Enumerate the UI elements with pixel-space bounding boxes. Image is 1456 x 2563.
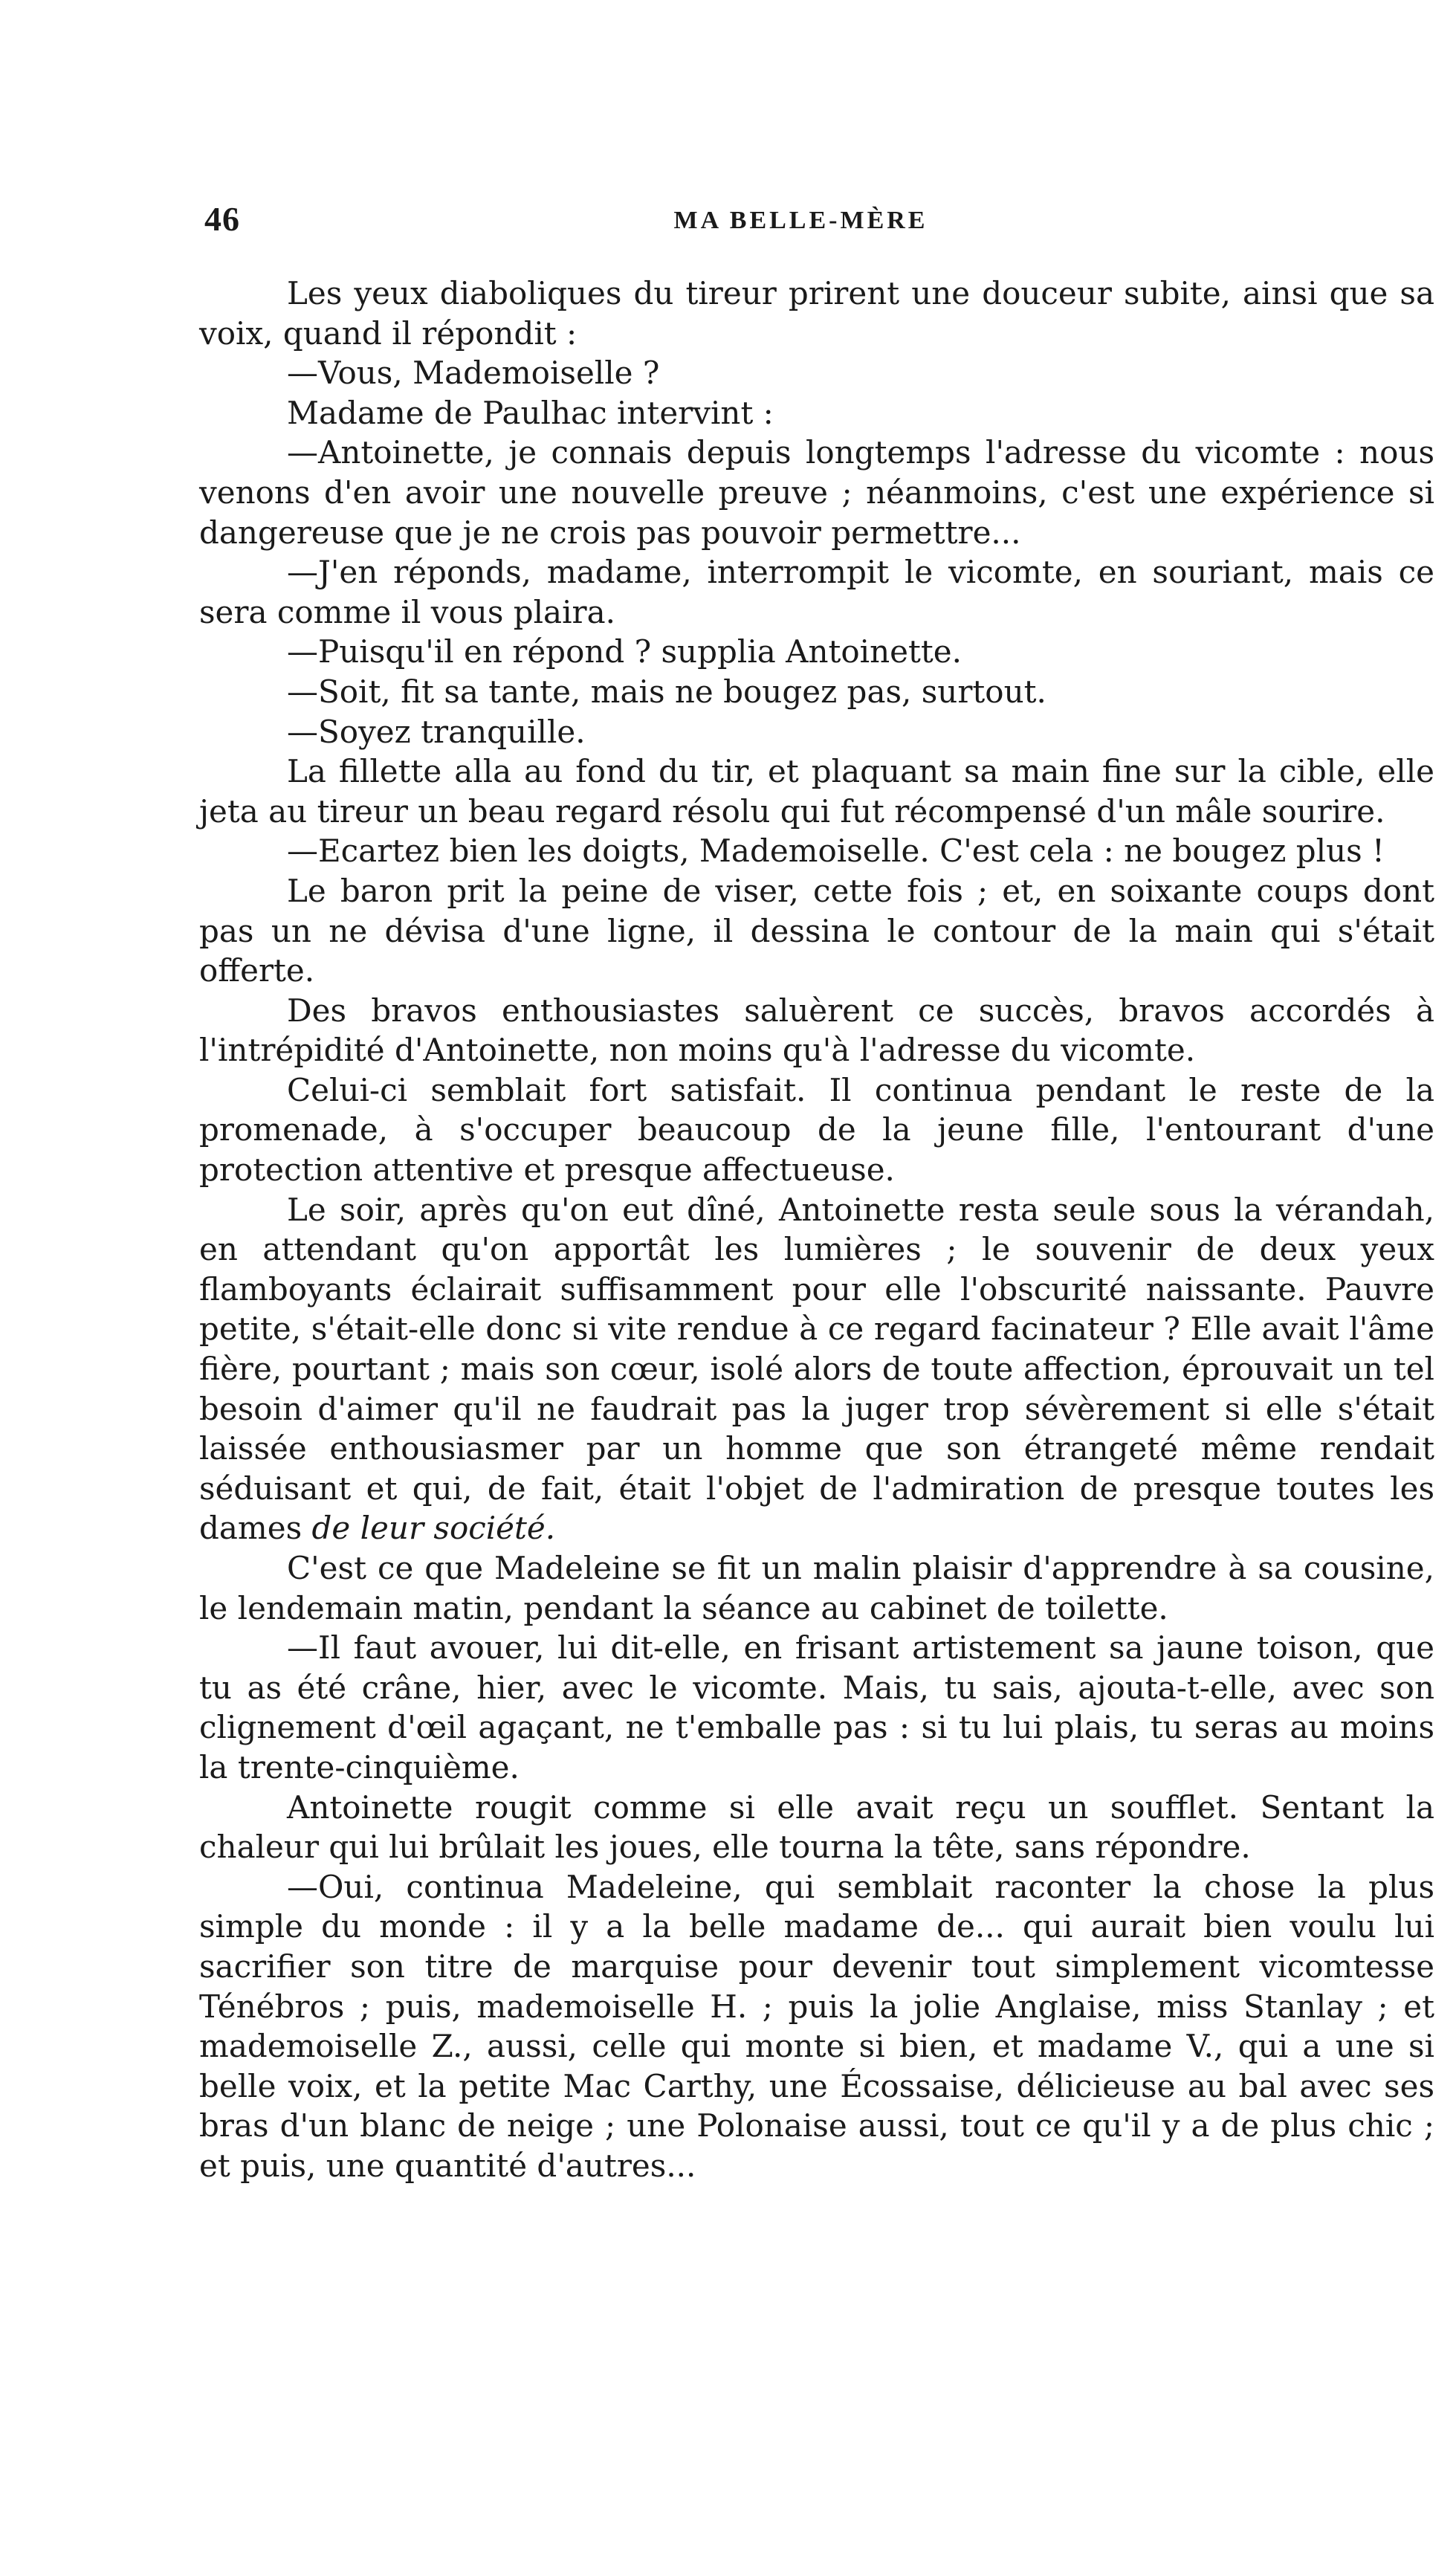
paragraph-14 bbox=[199, 1190, 1434, 1548]
paragraph-7: —Soit, fit sa tante, mais ne bougez pas, surtout. bbox=[287, 673, 1046, 710]
paragraph-18: —Oui, continua Madeleine, qui semblait raconter la chose la plus simple du monde : il y a la belle madame de... qui aurait bien voulu lui sacrifier son titre de marquise pour devenir tout simplement vicomtesse Ténébros ; puis, mademoiselle H. ; puis la jolie Anglaise, miss Stanlay ; et mademoiselle Z., aussi, celle qui monte si bien, et madame V., qui a une si belle voix, et la petite Mac Carthy, une Écossaise, délicieuse au bal avec ses bras d'un blanc de neige ; une Polonaise aussi, tout ce qu'il y a de plus chic ; et puis, une quantité d'autres... bbox=[199, 1868, 1434, 2184]
paragraph-10: —Ecartez bien les doigts, Mademoiselle. C'est cela : ne bougez plus ! bbox=[287, 833, 1385, 870]
body-text bbox=[199, 274, 1434, 2186]
italic-phrase: de leur société. bbox=[311, 1510, 556, 1547]
paragraph-4: —Antoinette, je connais depuis longtemps l'adresse du vicomte : nous venons d'en avoir une nouvelle preuve ; néanmoins, c'est une expérience si dangereuse que je ne crois pas pouvoir permettre... bbox=[199, 434, 1434, 551]
paragraph-11: Le baron prit la peine de viser, cette fois ; et, en soixante coups dont pas un ne dévisa d'une ligne, il dessina le contour de la main qui s'était offerte. bbox=[199, 872, 1434, 989]
paragraph-12: Des bravos enthousiastes saluèrent ce succès, bravos accordés à l'intrépidité d'Antoinette, non moins qu'à l'adresse du vicomte. bbox=[199, 992, 1434, 1069]
paragraph-6: —Puisqu'il en répond ? supplia Antoinette. bbox=[287, 633, 962, 670]
running-head: MA BELLE-MÈRE bbox=[673, 207, 928, 234]
paragraph-16: —Il faut avouer, lui dit-elle, en frisant artistement sa jaune toison, que tu as été crâne, hier, avec le vicomte. Mais, tu sais, ajouta-t-elle, avec son clignement d'œil agaçant, ne t'emballe pas : si tu lui plais, tu seras au moins la trente-cinquième. bbox=[199, 1629, 1434, 1785]
page-number: 46 bbox=[204, 200, 240, 238]
paragraph-3: Madame de Paulhac intervint : bbox=[287, 394, 774, 431]
paragraph-9: La fillette alla au fond du tir, et plaquant sa main fine sur la cible, elle jeta au tireur un beau regard résolu qui fut récompensé d'un mâle sourire. bbox=[199, 753, 1434, 830]
paragraph-17: Antoinette rougit comme si elle avait reçu un soufflet. Sentant la chaleur qui lui brûlait les joues, elle tourna la tête, sans répondre. bbox=[199, 1788, 1434, 1866]
paragraph-14-text: Le soir, après qu'on eut dîné, Antoinette resta seule sous la vérandah, en attendant qu'on apportât les lumières ; le souvenir de deux yeux flamboyants éclairait suffisamment pour elle l'obscurité naissante. Pauvre petite, s'était-elle donc si vite rendue à ce regard facinateur ? Elle avait l'âme fière, pourtant ; mais son cœur, isolé alors de toute affection, éprouvait un tel besoin d'aimer qu'il ne faudrait pas la juger trop sévèrement si elle s'était laissée enthousiasmer par un homme que son étrangeté même rendait séduisant et qui, de fait, était l'objet de l'admiration de presque toutes les dames bbox=[199, 1191, 1434, 1547]
paragraph-8: —Soyez tranquille. bbox=[287, 713, 586, 750]
paragraph-5: —J'en réponds, madame, interrompit le vicomte, en souriant, mais ce sera comme il vous plaira. bbox=[199, 554, 1434, 630]
page-header bbox=[204, 199, 1397, 244]
paragraph-1: Les yeux diaboliques du tireur prirent une douceur subite, ainsi que sa voix, quand il répondit : bbox=[199, 275, 1434, 352]
paragraph-2: —Vous, Mademoiselle ? bbox=[287, 355, 660, 392]
paragraph-13: Celui-ci semblait fort satisfait. Il continua pendant le reste de la promenade, à s'occuper beaucoup de la jeune fille, l'entourant d'une protection attentive et presque affectueuse. bbox=[199, 1071, 1434, 1189]
paragraph-15: C'est ce que Madeleine se fit un malin plaisir d'apprendre à sa cousine, le lendemain matin, pendant la séance au cabinet de toilette. bbox=[199, 1550, 1434, 1626]
